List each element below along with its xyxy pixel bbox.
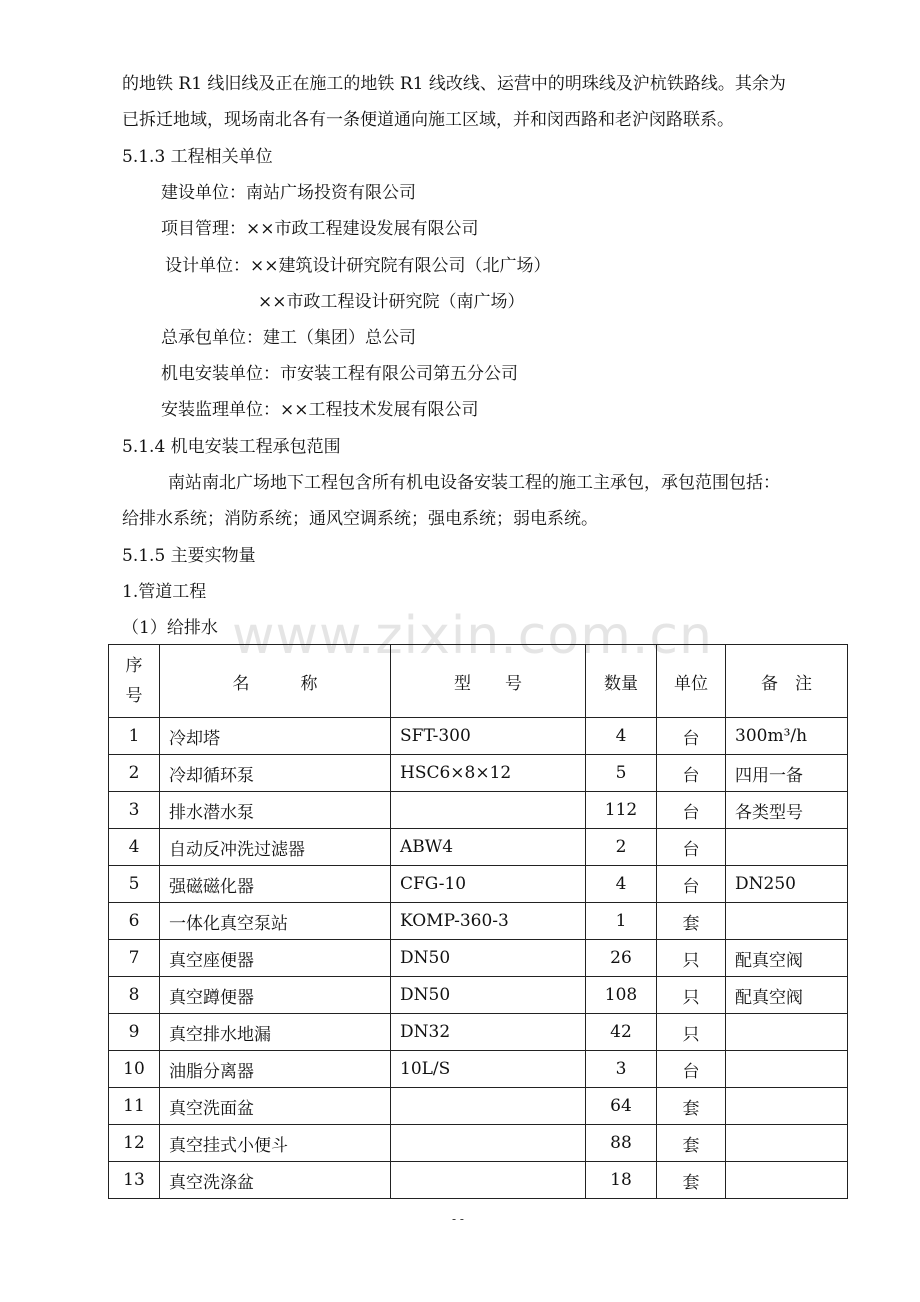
table-row — [109, 977, 848, 1014]
table-row — [109, 829, 848, 866]
table-row — [109, 718, 848, 755]
cell-note — [726, 1014, 848, 1051]
cell-quantity: 3 — [586, 1051, 657, 1088]
cell-index: 2 — [109, 755, 160, 792]
cell-model: DN32 — [391, 1014, 586, 1051]
installation-supervisor: 安装监理单位：××工程技术发展有限公司 — [161, 400, 479, 420]
cell-quantity: 88 — [586, 1125, 657, 1162]
table-row — [109, 755, 848, 792]
quantity-table — [108, 644, 848, 1199]
cell-name: 真空排水地漏 — [160, 1014, 391, 1051]
cell-unit: 只 — [657, 940, 726, 977]
cell-name: 排水潜水泵 — [160, 792, 391, 829]
cell-model: CFG-10 — [391, 866, 586, 903]
cell-index: 1 — [109, 718, 160, 755]
cell-note — [726, 1051, 848, 1088]
cell-quantity: 18 — [586, 1162, 657, 1199]
cell-note: DN250 — [726, 866, 848, 903]
cell-unit: 台 — [657, 829, 726, 866]
cell-note: 300m³/h — [726, 718, 848, 755]
cell-note: 配真空阀 — [726, 940, 848, 977]
scope-line-1: 南站南北广场地下工程包含所有机电设备安装工程的施工主承包，承包范围包括： — [168, 473, 780, 493]
cell-note: 配真空阀 — [726, 977, 848, 1014]
watermark: www.zixin.com.cn — [232, 606, 713, 666]
table-row — [109, 792, 848, 829]
cell-name: 自动反冲洗过滤器 — [160, 829, 391, 866]
table-row — [109, 1051, 848, 1088]
project-management-unit: 项目管理：××市政工程建设发展有限公司 — [161, 219, 479, 239]
cell-quantity: 1 — [586, 903, 657, 940]
cell-model: DN50 — [391, 977, 586, 1014]
cell-name: 冷却循环泵 — [160, 755, 391, 792]
cell-name: 真空洗面盆 — [160, 1088, 391, 1125]
cell-index: 13 — [109, 1162, 160, 1199]
cell-name: 冷却塔 — [160, 718, 391, 755]
general-contractor: 总承包单位：建工（集团）总公司 — [161, 328, 416, 348]
table-body — [109, 718, 848, 1199]
header-model: 型 号 — [391, 645, 586, 718]
cell-model — [391, 792, 586, 829]
cell-model: KOMP-360-3 — [391, 903, 586, 940]
cell-quantity: 108 — [586, 977, 657, 1014]
design-unit-south: ××市政工程设计研究院（南广场） — [258, 292, 525, 312]
pipeline-subheading: 1.管道工程 — [122, 582, 207, 602]
cell-unit: 台 — [657, 718, 726, 755]
cell-quantity: 112 — [586, 792, 657, 829]
cell-unit: 台 — [657, 1051, 726, 1088]
cell-name: 真空洗涤盆 — [160, 1162, 391, 1199]
water-supply-subheading: （1）给排水 — [122, 618, 218, 638]
cell-name: 真空蹲便器 — [160, 977, 391, 1014]
cell-unit: 套 — [657, 903, 726, 940]
table-row — [109, 1014, 848, 1051]
header-unit: 单位 — [657, 645, 726, 718]
cell-model: DN50 — [391, 940, 586, 977]
section-514-heading: 5.1.4 机电安装工程承包范围 — [122, 437, 341, 457]
header-quantity: 数量 — [586, 645, 657, 718]
table-header-row — [109, 645, 848, 718]
builder-unit: 建设单位：南站广场投资有限公司 — [161, 183, 416, 203]
cell-unit: 只 — [657, 1014, 726, 1051]
cell-quantity: 2 — [586, 829, 657, 866]
table-row — [109, 903, 848, 940]
cell-note — [726, 829, 848, 866]
cell-note — [726, 903, 848, 940]
cell-index: 11 — [109, 1088, 160, 1125]
table-row — [109, 866, 848, 903]
cell-unit: 套 — [657, 1088, 726, 1125]
cell-index: 7 — [109, 940, 160, 977]
mep-installer: 机电安装单位：市安装工程有限公司第五分公司 — [161, 364, 518, 384]
cell-quantity: 5 — [586, 755, 657, 792]
cell-quantity: 4 — [586, 718, 657, 755]
cell-model — [391, 1088, 586, 1125]
cell-index: 6 — [109, 903, 160, 940]
header-note: 备 注 — [726, 645, 848, 718]
cell-name: 强磁磁化器 — [160, 866, 391, 903]
cell-index: 4 — [109, 829, 160, 866]
table-row — [109, 1125, 848, 1162]
cell-model: 10L/S — [391, 1051, 586, 1088]
cell-model: ABW4 — [391, 829, 586, 866]
cell-name: 真空座便器 — [160, 940, 391, 977]
section-513-heading: 5.1.3 工程相关单位 — [122, 147, 273, 167]
table-row — [109, 1162, 848, 1199]
cell-name: 真空挂式小便斗 — [160, 1125, 391, 1162]
header-name: 名 称 — [160, 645, 391, 718]
cell-unit: 台 — [657, 866, 726, 903]
cell-quantity: 26 — [586, 940, 657, 977]
cell-unit: 套 — [657, 1162, 726, 1199]
cell-index: 3 — [109, 792, 160, 829]
cell-note — [726, 1125, 848, 1162]
table-row — [109, 940, 848, 977]
cell-index: 10 — [109, 1051, 160, 1088]
cell-index: 12 — [109, 1125, 160, 1162]
cell-index: 8 — [109, 977, 160, 1014]
cell-unit: 只 — [657, 977, 726, 1014]
header-index: 序 号 — [109, 645, 160, 718]
design-unit-north: 设计单位：××建筑设计研究院有限公司（北广场） — [165, 256, 551, 276]
cell-name: 一体化真空泵站 — [160, 903, 391, 940]
cell-model — [391, 1125, 586, 1162]
cell-note: 各类型号 — [726, 792, 848, 829]
cell-quantity: 64 — [586, 1088, 657, 1125]
cell-unit: 台 — [657, 755, 726, 792]
cell-model: HSC6×8×12 — [391, 755, 586, 792]
paragraph-line-2: 已拆迁地域，现场南北各有一条便道通向施工区域，并和闵西路和老沪闵路联系。 — [122, 110, 734, 130]
paragraph-line-1: 的地铁 R1 线旧线及正在施工的地铁 R1 线改线、运营中的明珠线及沪杭铁路线。其余为 — [122, 74, 786, 94]
cell-note — [726, 1162, 848, 1199]
scope-line-2: 给排水系统；消防系统；通风空调系统；强电系统；弱电系统。 — [122, 509, 598, 529]
cell-quantity: 42 — [586, 1014, 657, 1051]
cell-name: 油脂分离器 — [160, 1051, 391, 1088]
page-footer: - - — [452, 1212, 464, 1226]
cell-model — [391, 1162, 586, 1199]
cell-index: 9 — [109, 1014, 160, 1051]
cell-quantity: 4 — [586, 866, 657, 903]
cell-unit: 套 — [657, 1125, 726, 1162]
section-515-heading: 5.1.5 主要实物量 — [122, 546, 256, 566]
cell-note: 四用一备 — [726, 755, 848, 792]
cell-index: 5 — [109, 866, 160, 903]
cell-unit: 台 — [657, 792, 726, 829]
cell-model: SFT-300 — [391, 718, 586, 755]
table-row — [109, 1088, 848, 1125]
cell-note — [726, 1088, 848, 1125]
